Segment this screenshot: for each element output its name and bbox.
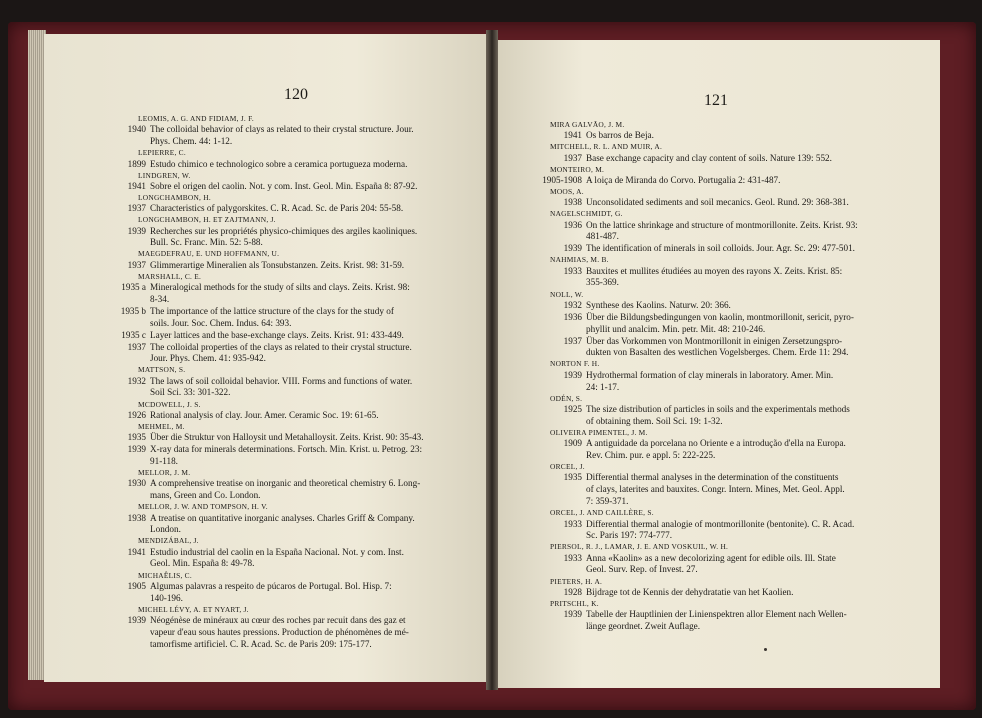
author-name: MITCHELL, R. L. AND MUIR, A.	[550, 142, 663, 152]
author-name: MICHEL LÉVY, A. ET NYART, J.	[138, 604, 249, 614]
reference-year: 1933	[563, 265, 582, 276]
reference-year: 1940	[127, 124, 146, 135]
reference-text-line: Rational analysis of clay. Jour. Amer. Ceramic Soc. 19: 61-65.	[150, 409, 379, 420]
author-name: NAGELSCHMIDT, G.	[550, 209, 623, 219]
reference-year: 1937	[127, 341, 146, 352]
reference-text-line: of clays, laterites and bauxites. Congr. Intern. Mines, Met. Geol. Appl.	[586, 484, 845, 495]
author-name: NORTON F. H.	[550, 359, 600, 369]
reference-text-line: Hydrothermal formation of clay minerals in laboratory. Amer. Min.	[586, 369, 834, 380]
reference-text-line: The colloidal behavior of clays as related to their crystal structure. Jour.	[150, 124, 414, 135]
reference-year: 1941	[127, 180, 146, 191]
reference-text-line: 140-196.	[150, 592, 183, 603]
reference-text-line: Mineralogical methods for the study of silts and clays. Zeits. Krist. 98:	[150, 282, 410, 292]
reference-text-line: Tabelle der Hauptlinien der Linienspektren allor Element nach Wellen-	[586, 609, 847, 620]
ink-speck	[764, 648, 767, 651]
reference-text-line: Bijdrage tot de Kennis der dehydratatie van het Kaolien.	[586, 586, 794, 597]
reference-year: 1941	[563, 130, 582, 141]
author-name: NAHMIAS, M. B.	[550, 255, 609, 265]
author-name: LEPIERRE, C.	[138, 148, 186, 158]
reference-year: 1932	[127, 375, 146, 386]
reference-text-line: Recherches sur les propriétés physico-chimiques des argiles kaoliniques.	[150, 225, 418, 236]
reference-text-line: Layer lattices and the base-exchange clays. Zeits. Krist. 91: 433-449.	[150, 329, 404, 340]
reference-text-line: The importance of the lattice structure of the clays for the study of	[150, 305, 394, 316]
author-name: MELLOR, J. M.	[138, 467, 191, 477]
reference-text-line: of obtaining them. Soil Sci. 19: 1-32.	[586, 415, 723, 426]
author-name: MIRA GALVÃO, J. M.	[550, 120, 625, 129]
reference-text-line: 91-118.	[150, 455, 178, 466]
reference-text-line: Estudio industrial del caolin en la España Nacional. Not. y com. Inst.	[150, 546, 404, 557]
reference-text-line: Os barros de Beja.	[586, 130, 654, 141]
author-name: MAEGDEFRAU, E. UND HOFFMANN, U.	[138, 249, 280, 259]
reference-text-line: vapeur d'eau sous hautes pressions. Production de phénomènes de mé-	[150, 626, 409, 637]
page-number: 121	[704, 92, 728, 109]
author-name: MICHAÊLIS, C.	[138, 570, 192, 580]
reference-text-line: 355-369.	[586, 277, 619, 288]
reference-year: 1935 c	[121, 329, 146, 340]
author-name: PIERSOL, R. J., LAMAR, J. E. AND VOSKUIL, W. H.	[550, 542, 729, 552]
reference-year: 1899	[127, 158, 146, 169]
author-name: MEHMEL, M.	[138, 421, 185, 431]
reference-text-line: Algumas palavras a respeito de púcaros de Portugal. Bol. Hisp. 7:	[150, 580, 392, 591]
reference-year: 1935	[563, 472, 582, 483]
author-name: MELLOR, J. W. AND TOMPSON, H. V.	[138, 502, 268, 512]
reference-year: 1925	[563, 404, 582, 414]
reference-text-line: Bull. Sc. Franc. Min. 52: 5-88.	[150, 237, 263, 248]
reference-text-line: 481-487.	[586, 231, 619, 242]
reference-year: 1905-1908	[542, 175, 582, 185]
reference-year: 1935 b	[120, 305, 146, 316]
author-name: ORCEL, J.	[550, 462, 585, 471]
reference-year: 1937	[127, 203, 146, 214]
reference-year: 1935	[127, 432, 146, 443]
reference-text-line: The colloidal properties of the clays as related to their crystal structure.	[150, 341, 412, 352]
reference-text-line: Differential thermal analogie of montmorillonite (bentonite). C. R. Acad.	[586, 518, 855, 529]
reference-text-line: soils. Jour. Soc. Chem. Indus. 64: 393.	[150, 317, 292, 328]
author-name: LONGCHAMBON, H. ET ZAJTMANN, J.	[138, 215, 276, 225]
reference-text-line: tamorfisme artificiel. C. R. Acad. Sc. de Paris 209: 175-177.	[150, 638, 372, 649]
reference-year: 1939	[563, 609, 582, 620]
reference-text-line: phyllit und analcim. Min. petr. Mit. 48: 210-246.	[586, 323, 766, 334]
author-name: ORCEL, J. AND CAILLÈRE, S.	[550, 508, 654, 518]
reference-text-line: A treatise on quantitative inorganic analyses. Charles Griff & Company.	[150, 512, 415, 523]
reference-text-line: Geol. Surv. Rep. of Invest. 27.	[586, 564, 698, 575]
author-name: OLIVEIRA PIMENTEL, J. M.	[550, 427, 648, 437]
reference-year: 1939	[127, 444, 146, 455]
author-name: NOLL, W.	[550, 289, 584, 299]
reference-year: 1933	[563, 518, 582, 529]
author-name: PRITSCHL, K.	[550, 598, 599, 608]
reference-text-line: mans, Green and Co. London.	[150, 490, 261, 501]
book-gutter	[486, 30, 498, 690]
reference-text-line: The size distribution of particles in soils and the experimentals methods	[586, 404, 850, 414]
right-page	[494, 40, 940, 688]
reference-text-line: 24: 1-17.	[586, 381, 620, 392]
reference-text-line: Glimmerartige Mineralien als Tonsubstanzen. Zeits. Krist. 98: 31-59.	[150, 259, 405, 270]
reference-year: 1939	[563, 369, 582, 380]
author-name: MCDOWELL, J. S.	[138, 399, 201, 409]
reference-text-line: The laws of soil colloidal behavior. VIII. Forms and functions of water.	[150, 375, 413, 386]
author-name: ODÉN, S.	[550, 393, 583, 403]
reference-text-line: Phys. Chem. 44: 1-12.	[150, 136, 233, 147]
reference-year: 1932	[563, 299, 582, 310]
author-name: MARSHALL, C. E.	[138, 271, 202, 281]
reference-text-line: Über das Vorkommen von Montmorillonit in einigen Zersetzungspro-	[586, 335, 843, 346]
reference-text-line: Jour. Phys. Chem. 41: 935-942.	[150, 353, 266, 364]
author-name: PIETERS, H. A.	[550, 576, 603, 586]
reference-year: 1936	[563, 311, 582, 322]
reference-year: 1936	[563, 219, 582, 230]
reference-year: 1935 a	[121, 282, 146, 292]
reference-year: 1941	[127, 546, 146, 557]
reference-year: 1905	[127, 580, 146, 591]
reference-text-line: Base exchange capacity and clay content of soils. Nature 139: 552.	[586, 152, 832, 163]
reference-text-line: A antiguidade da porcelana no Oriente e a introdução d'ella na Europa.	[586, 438, 846, 449]
reference-text-line: Geol. Min. España 8: 49-78.	[150, 558, 255, 569]
reference-text-line: On the lattice shrinkage and structure of montmorillonite. Zeits. Krist. 93:	[586, 219, 858, 230]
reference-year: 1937	[563, 152, 582, 163]
author-name: MATTSON, S.	[138, 365, 186, 375]
reference-year: 1937	[127, 259, 146, 270]
author-name: MENDIZÁBAL, J.	[138, 536, 199, 546]
reference-text-line: 7: 359-371.	[586, 495, 629, 506]
reference-year: 1939	[127, 225, 146, 236]
reference-text-line: A comprehensive treatise on inorganic and theoretical chemistry 6. Long-	[150, 478, 421, 489]
reference-year: 1938	[563, 197, 582, 208]
author-name: MOOS, A.	[550, 186, 584, 196]
reference-year: 1909	[563, 438, 582, 449]
author-name: MONTEIRO, M.	[550, 164, 605, 174]
reference-text-line: Characteristics of palygorskites. C. R. Acad. Sc. de Paris 204: 55-58.	[150, 203, 404, 214]
reference-text-line: Differential thermal analyses in the determination of the constituents	[586, 472, 839, 483]
reference-year: 1937	[563, 335, 582, 346]
reference-text-line: Sobre el origen del caolin. Not. y com. Inst. Geol. Min. España 8: 87-92.	[150, 180, 418, 191]
reference-year: 1928	[563, 586, 582, 597]
reference-text-line: Estudo chimico e technologico sobre a ceramica portugueza moderna.	[150, 158, 408, 169]
reference-text-line: London.	[150, 524, 181, 535]
author-name: LINDGREN, W.	[138, 170, 191, 180]
reference-text-line: Synthese des Kaolins. Naturw. 20: 366.	[586, 299, 731, 310]
reference-text-line: A loiça de Miranda do Corvo. Portugalia 2: 431-487.	[586, 175, 781, 185]
reference-text-line: Soil Sci. 33: 301-322.	[150, 387, 231, 398]
reference-year: 1938	[127, 512, 146, 523]
page-number: 120	[284, 86, 308, 103]
reference-text-line: Über die Struktur von Halloysit und Metahalloysit. Zeits. Krist. 90: 35-43.	[150, 432, 424, 443]
reference-text-line: Unconsolidated sediments and soil mecanics. Geol. Rund. 29: 368-381.	[586, 197, 849, 208]
reference-year: 1939	[127, 615, 146, 626]
reference-text-line: länge geordnet. Zweit Auflage.	[586, 620, 701, 631]
reference-text-line: dukten von Basalten des westlichen Vogelsberges. Chem. Erde 11: 294.	[586, 347, 849, 358]
reference-text-line: X-ray data for minerals determinations. Fortsch. Min. Krist. u. Petrog. 23:	[150, 444, 423, 455]
reference-year: 1926	[127, 409, 146, 420]
reference-text-line: 8-34.	[150, 293, 170, 304]
reference-text-line: Sc. Paris 197: 774-777.	[586, 530, 673, 541]
reference-text-line: Anna «Kaolin» as a new decolorizing agent for edible oils. Ill. State	[586, 552, 836, 563]
reference-year: 1930	[127, 478, 146, 489]
reference-text-line: The identification of minerals in soil colloids. Jour. Agr. Sc. 29: 477-501.	[586, 243, 855, 254]
left-page	[44, 34, 490, 682]
reference-text-line: Bauxites et mullites étudiées au moyen des rayons X. Zeits. Krist. 85:	[586, 265, 843, 276]
reference-year: 1933	[563, 552, 582, 563]
reference-text-line: Über die Bildungsbedingungen von kaolin, montmorillonit, sericit, pyro-	[586, 311, 854, 322]
author-name: LEOMIS, A. G. AND FIDIAM, J. F.	[138, 114, 254, 123]
author-name: LONGCHAMBON, H.	[138, 192, 211, 202]
reference-text-line: Rev. Chim. pur. e appl. 5: 222-225.	[586, 449, 716, 460]
reference-year: 1939	[563, 243, 582, 254]
reference-text-line: Néogénèse de minéraux au cœur des roches par recuit dans des gaz et	[150, 615, 406, 626]
